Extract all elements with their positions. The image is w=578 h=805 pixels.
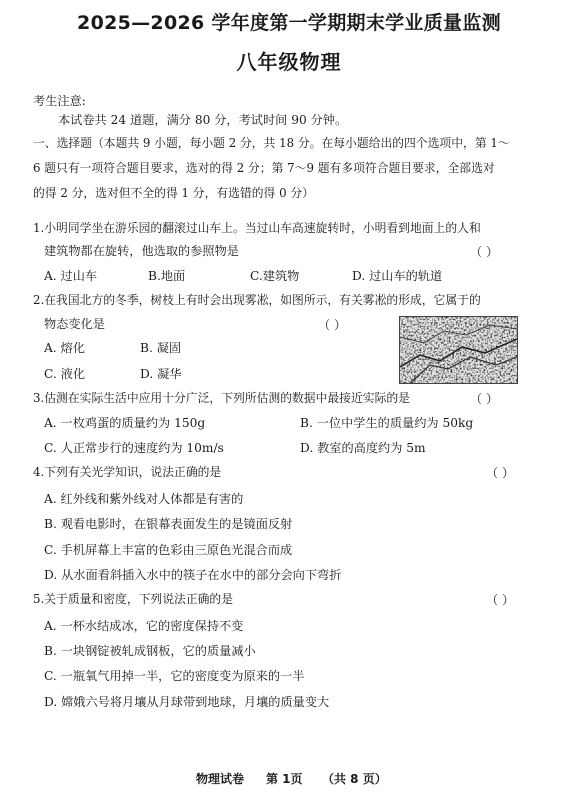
q3-option-c: C. 人正常步行的速度约为 10m/s	[44, 441, 224, 455]
notice-label: 考生注意:	[33, 94, 86, 108]
q1-option-c: C.建筑物	[250, 269, 300, 283]
q1-option-a: A. 过山车	[44, 269, 98, 283]
footer-page-number: 第 1页	[266, 772, 303, 786]
q1-option-d: D. 过山车的轨道	[352, 269, 443, 283]
q1-line2: 建筑物都在旋转，他选取的参照物是	[44, 244, 239, 258]
q1-line1: 1.小明同学坐在游乐园的翻滚过山车上。当过山车高速旋转时，小明看到地面上的人和	[33, 221, 481, 235]
footer-total-pages: （共 8 页）	[322, 772, 387, 786]
q4-option-c: C. 手机屏幕上丰富的色彩由三原色光混合而成	[44, 543, 293, 557]
q3-answer-blank[interactable]: （ ）	[470, 392, 499, 406]
q3-option-d: D. 教室的高度约为 5m	[300, 441, 426, 455]
q4-option-a: A. 红外线和紫外线对人体都是有害的	[44, 492, 244, 506]
rime-frost-image	[399, 316, 518, 384]
q2-option-d: D. 凝华	[140, 367, 182, 381]
footer-subject: 物理试卷	[196, 772, 245, 786]
q1-option-b: B.地面	[148, 269, 186, 283]
section1-line1: 一、选择题（本题共 9 小题，每小题 2 分，共 18 分。在每小题给出的四个选项中，第 1～	[33, 136, 510, 150]
notice-text: 本试卷共 24 道题，满分 80 分，考试时间 90 分钟。	[58, 113, 348, 127]
q2-option-a: A. 熔化	[44, 341, 85, 355]
q2-option-b: B. 凝固	[140, 341, 182, 355]
section1-line3: 的得 2 分，选对但不全的得 1 分，有选错的得 0 分）	[33, 186, 314, 200]
q4-option-b: B. 观看电影时，在银幕表面发生的是镜面反射	[44, 517, 293, 531]
q5-answer-blank[interactable]: （ ）	[486, 593, 515, 607]
exam-title: 2025—2026 学年度第一学期期末学业质量监测	[77, 12, 501, 34]
q5-option-a: A. 一杯水结成冰，它的密度保持不变	[44, 619, 244, 633]
section1-line2: 6 题只有一项符合题目要求，选对的得 2 分；第 7～9 题有多项符合题目要求，全部选对	[33, 161, 495, 175]
q3-option-b: B. 一位中学生的质量约为 50kg	[300, 416, 474, 430]
q2-answer-blank[interactable]: （ ）	[318, 318, 347, 332]
q5-line1: 5.关于质量和密度，下列说法正确的是	[33, 592, 234, 606]
q3-option-a: A. 一枚鸡蛋的质量约为 150g	[44, 416, 206, 430]
q1-answer-blank[interactable]: （ ）	[470, 245, 499, 259]
q5-option-c: C. 一瓶氧气用掉一半，它的密度变为原来的一半	[44, 669, 305, 683]
q5-option-d: D. 嫦娥六号将月壤从月球带到地球，月壤的质量变大	[44, 695, 330, 709]
q3-line1: 3.估测在实际生活中应用十分广泛，下列所估测的数据中最接近实际的是	[33, 391, 410, 405]
q2-line1: 2.在我国北方的冬季，树枝上有时会出现雾凇，如图所示，有关雾凇的形成，它属于的	[33, 293, 481, 307]
q5-option-b: B. 一块钢锭被轧成钢板，它的质量减小	[44, 644, 256, 658]
q4-line1: 4.下列有关光学知识，说法正确的是	[33, 465, 222, 479]
q2-option-c: C. 液化	[44, 367, 86, 381]
exam-subtitle: 八年级物理	[236, 50, 342, 74]
q2-line2: 物态变化是	[44, 317, 105, 331]
q4-answer-blank[interactable]: （ ）	[486, 466, 515, 480]
q4-option-d: D. 从水面看斜插入水中的筷子在水中的部分会向下弯折	[44, 568, 342, 582]
